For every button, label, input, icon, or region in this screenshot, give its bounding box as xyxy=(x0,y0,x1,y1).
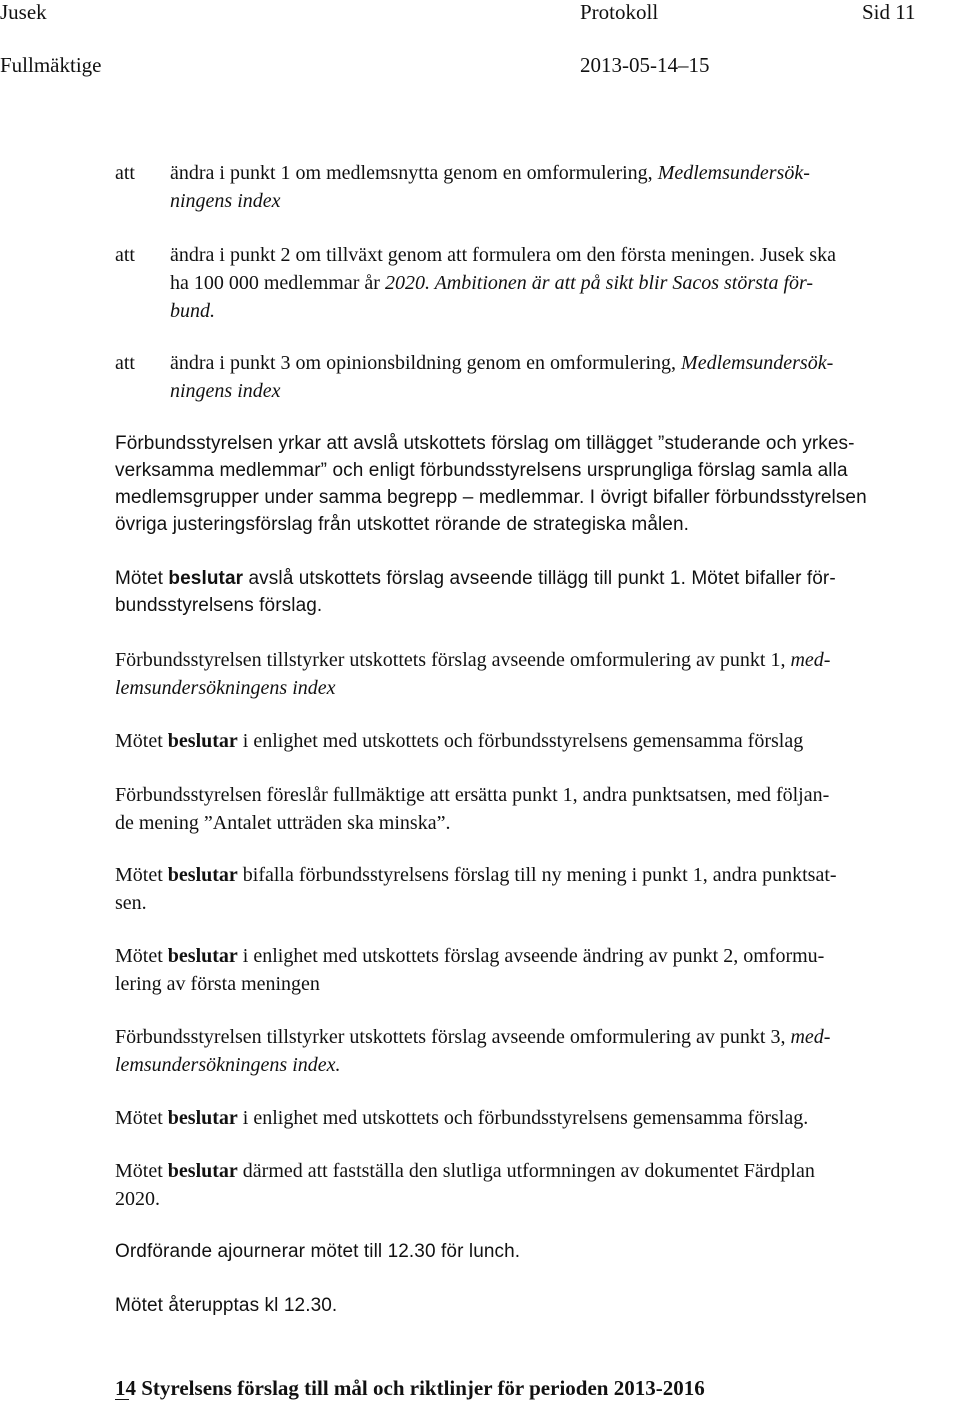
paragraph-decision-2: Mötet beslutar i enlighet med utskottets och förbundsstyrelsens gemensamma förslag xyxy=(115,730,804,752)
paragraph-resume: Mötet återupptas kl 12.30. xyxy=(115,1295,338,1316)
section-heading: 14 Styrelsens förslag till mål och riktlinjer för perioden 2013-2016 xyxy=(115,1376,705,1400)
header-org: Jusek xyxy=(0,0,47,24)
header-page-number: Sid 11 xyxy=(862,0,916,24)
paragraph-decision-5: Mötet beslutar i enlighet med utskottets och förbundsstyrelsens gemensamma förslag. xyxy=(115,1107,809,1129)
paragraph-decision-3: Mötet beslutar bifalla förbundsstyrelsens förslag till ny mening i punkt 1, andra punktsat- sen. xyxy=(115,864,837,914)
att-item-2: ändra i punkt 2 om tillväxt genom att formulera om den första meningen. Jusek ska ha 100 000 medlemmar år 2020. Ambitionen är att på sikt blir Sacos största för- bund. xyxy=(170,244,836,322)
paragraph-decision-1: Mötet beslutar avslå utskottets förslag avseende tillägg till punkt 1. Mötet bifaller för- bundsstyrelsens förslag. xyxy=(115,568,836,616)
att-marker-3: att xyxy=(115,352,135,374)
paragraph-decision-4: Mötet beslutar i enlighet med utskottets förslag avseende ändring av punkt 2, omformu- lering av första meningen xyxy=(115,945,825,995)
paragraph-board-support-1: Förbundsstyrelsen tillstyrker utskottets förslag avseende omformulering av punkt 1, med- lemsundersökningens index xyxy=(115,649,831,699)
header-meeting: Fullmäktige xyxy=(0,53,102,77)
paragraph-decision-6: Mötet beslutar därmed att fastställa den slutliga utformningen av dokumentet Färdplan 2020. xyxy=(115,1160,815,1210)
att-marker-2: att xyxy=(115,244,135,266)
heading-underline-mark xyxy=(115,1399,129,1400)
header-doc-type: Protokoll xyxy=(580,0,659,24)
paragraph-adjourn: Ordförande ajournerar mötet till 12.30 för lunch. xyxy=(115,1241,521,1262)
att-item-3: ändra i punkt 3 om opinionsbildning genom en omformulering, Medlemsundersök- ningens index xyxy=(170,352,834,402)
header-dates: 2013-05-14–15 xyxy=(580,53,710,77)
att-marker-1: att xyxy=(115,162,135,184)
att-item-1: ändra i punkt 1 om medlemsnytta genom en omformulering, Medlemsundersök- ningens index xyxy=(170,162,810,212)
paragraph-board-proposal: Förbundsstyrelsen föreslår fullmäktige att ersätta punkt 1, andra punktsatsen, med följan- de mening ”Antalet utträden ska minska”. xyxy=(115,784,830,834)
paragraph-board-support-2: Förbundsstyrelsen tillstyrker utskottets förslag avseende omformulering av punkt 3, med- lemsundersökningens index. xyxy=(115,1026,831,1076)
paragraph-board-motion: Förbundsstyrelsen yrkar att avslå utskottets förslag om tillägget ”studerande och yrkes- verksamma medlemmar” och enligt förbundsstyrelsens ursprungliga förslag samla alla medlemsgrupper under samma begrepp – medlemmar. I övrigt bifaller förbundsstyrelsen övriga justeringsförslag från utskottet rörande de strategiska målen. xyxy=(115,433,867,535)
